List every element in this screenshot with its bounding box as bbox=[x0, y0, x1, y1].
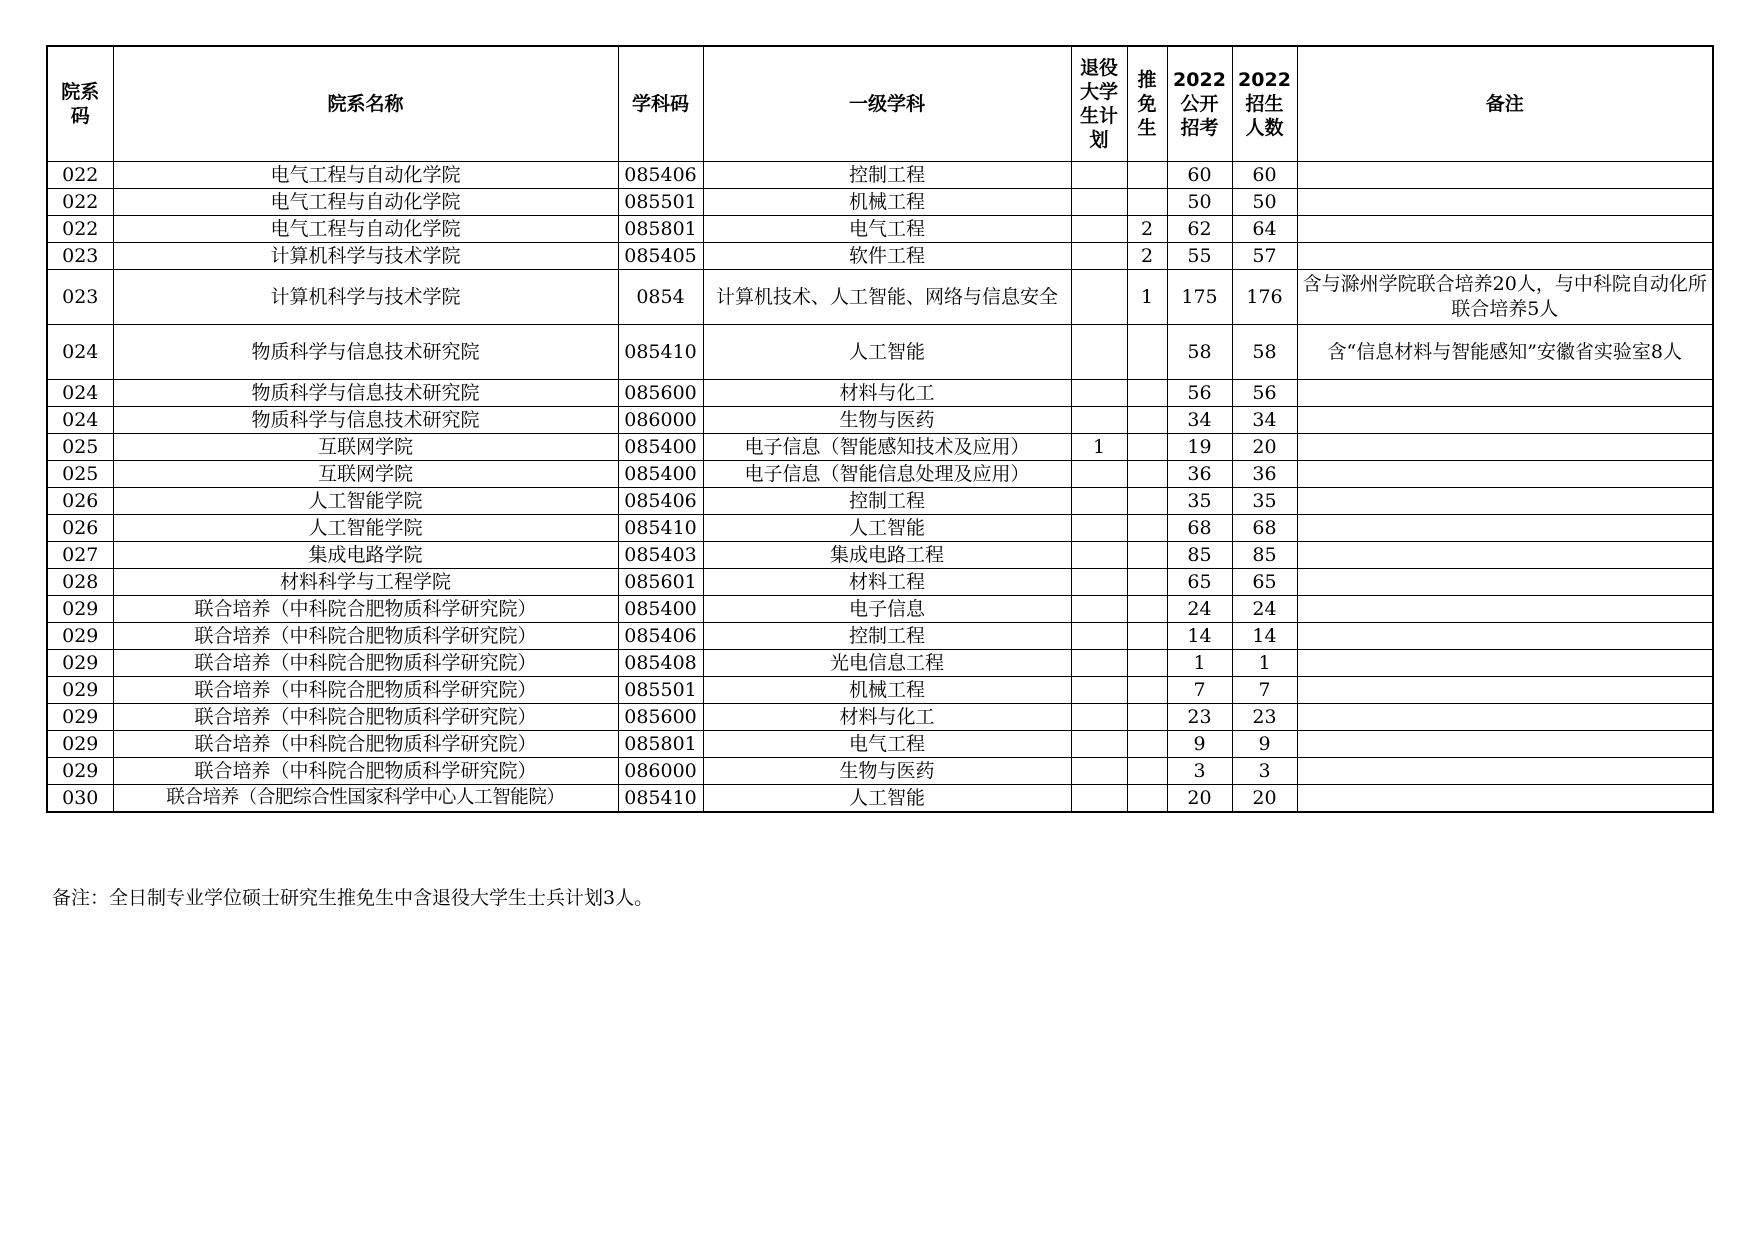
cell-dept-code: 030 bbox=[47, 785, 113, 813]
cell-dept-name: 集成电路学院 bbox=[113, 542, 618, 569]
column-header-remarks bbox=[1297, 46, 1713, 162]
cell-remarks bbox=[1297, 704, 1713, 731]
cell-remarks bbox=[1297, 380, 1713, 407]
table-row bbox=[47, 216, 1713, 243]
cell-subject: 材料与化工 bbox=[703, 380, 1071, 407]
cell-subject: 电气工程 bbox=[703, 216, 1071, 243]
cell-total: 35 bbox=[1232, 488, 1297, 515]
cell-subject: 生物与医药 bbox=[703, 758, 1071, 785]
cell-subject: 软件工程 bbox=[703, 243, 1071, 270]
cell-subject-code: 085406 bbox=[618, 623, 703, 650]
cell-total: 7 bbox=[1232, 677, 1297, 704]
cell-recommended: 2 bbox=[1127, 216, 1167, 243]
cell-remarks bbox=[1297, 515, 1713, 542]
cell-remarks bbox=[1297, 243, 1713, 270]
cell-dept-code: 022 bbox=[47, 189, 113, 216]
cell-total: 58 bbox=[1232, 325, 1297, 380]
column-header-veteran bbox=[1071, 46, 1127, 162]
cell-total: 9 bbox=[1232, 731, 1297, 758]
cell-dept-name: 电气工程与自动化学院 bbox=[113, 216, 618, 243]
cell-remarks bbox=[1297, 569, 1713, 596]
table-row bbox=[47, 650, 1713, 677]
cell-subject-code: 085400 bbox=[618, 434, 703, 461]
cell-veteran bbox=[1071, 650, 1127, 677]
header-line: 生 bbox=[1137, 117, 1157, 139]
cell-remarks bbox=[1297, 488, 1713, 515]
cell-dept-code: 023 bbox=[47, 270, 113, 325]
cell-subject-code: 085801 bbox=[618, 216, 703, 243]
cell-dept-name: 联合培养（中科院合肥物质科学研究院） bbox=[113, 731, 618, 758]
header-line: 退役 bbox=[1079, 57, 1118, 79]
cell-dept-name: 人工智能学院 bbox=[113, 488, 618, 515]
cell-open-exam: 36 bbox=[1167, 461, 1232, 488]
cell-subject: 电气工程 bbox=[703, 731, 1071, 758]
header-line: 一级学科 bbox=[848, 93, 925, 115]
cell-dept-code: 026 bbox=[47, 515, 113, 542]
table-row bbox=[47, 189, 1713, 216]
header-line: 学科码 bbox=[631, 93, 689, 115]
cell-subject-code: 085400 bbox=[618, 461, 703, 488]
cell-dept-name: 材料科学与工程学院 bbox=[113, 569, 618, 596]
cell-subject: 集成电路工程 bbox=[703, 542, 1071, 569]
cell-open-exam: 23 bbox=[1167, 704, 1232, 731]
cell-open-exam: 7 bbox=[1167, 677, 1232, 704]
cell-veteran bbox=[1071, 785, 1127, 813]
cell-open-exam: 56 bbox=[1167, 380, 1232, 407]
cell-remarks bbox=[1297, 596, 1713, 623]
cell-dept-code: 025 bbox=[47, 461, 113, 488]
header-line: 生计 bbox=[1079, 105, 1118, 127]
cell-total: 57 bbox=[1232, 243, 1297, 270]
cell-dept-code: 022 bbox=[47, 216, 113, 243]
cell-subject-code: 085501 bbox=[618, 677, 703, 704]
cell-dept-name: 联合培养（中科院合肥物质科学研究院） bbox=[113, 677, 618, 704]
cell-dept-code: 029 bbox=[47, 704, 113, 731]
cell-total: 176 bbox=[1232, 270, 1297, 325]
cell-dept-name: 联合培养（中科院合肥物质科学研究院） bbox=[113, 596, 618, 623]
header-line: 院系名称 bbox=[327, 93, 404, 115]
cell-dept-code: 023 bbox=[47, 243, 113, 270]
cell-veteran bbox=[1071, 596, 1127, 623]
cell-subject: 控制工程 bbox=[703, 623, 1071, 650]
cell-recommended bbox=[1127, 162, 1167, 189]
cell-open-exam: 60 bbox=[1167, 162, 1232, 189]
cell-subject-code: 085501 bbox=[618, 189, 703, 216]
cell-open-exam: 19 bbox=[1167, 434, 1232, 461]
cell-dept-code: 025 bbox=[47, 434, 113, 461]
cell-recommended bbox=[1127, 407, 1167, 434]
cell-veteran bbox=[1071, 461, 1127, 488]
cell-subject: 计算机技术、人工智能、网络与信息安全 bbox=[703, 270, 1071, 325]
cell-subject-code: 0854 bbox=[618, 270, 703, 325]
cell-dept-name: 电气工程与自动化学院 bbox=[113, 189, 618, 216]
cell-veteran bbox=[1071, 270, 1127, 325]
cell-total: 3 bbox=[1232, 758, 1297, 785]
cell-remarks bbox=[1297, 677, 1713, 704]
cell-dept-name: 联合培养（中科院合肥物质科学研究院） bbox=[113, 704, 618, 731]
cell-recommended bbox=[1127, 704, 1167, 731]
cell-recommended bbox=[1127, 380, 1167, 407]
table-row bbox=[47, 434, 1713, 461]
cell-open-exam: 175 bbox=[1167, 270, 1232, 325]
cell-recommended bbox=[1127, 569, 1167, 596]
cell-veteran bbox=[1071, 758, 1127, 785]
cell-dept-name: 联合培养（合肥综合性国家科学中心人工智能院） bbox=[113, 785, 618, 813]
cell-dept-code: 024 bbox=[47, 380, 113, 407]
cell-dept-name: 计算机科学与技术学院 bbox=[113, 243, 618, 270]
cell-subject-code: 085405 bbox=[618, 243, 703, 270]
cell-veteran bbox=[1071, 407, 1127, 434]
header-line: 推 bbox=[1137, 69, 1157, 91]
cell-total: 50 bbox=[1232, 189, 1297, 216]
cell-total: 36 bbox=[1232, 461, 1297, 488]
cell-dept-name: 联合培养（中科院合肥物质科学研究院） bbox=[113, 758, 618, 785]
cell-remarks bbox=[1297, 461, 1713, 488]
cell-veteran bbox=[1071, 704, 1127, 731]
cell-recommended bbox=[1127, 731, 1167, 758]
cell-dept-name: 物质科学与信息技术研究院 bbox=[113, 407, 618, 434]
cell-dept-name: 电气工程与自动化学院 bbox=[113, 162, 618, 189]
cell-remarks bbox=[1297, 216, 1713, 243]
cell-veteran bbox=[1071, 243, 1127, 270]
cell-subject-code: 085410 bbox=[618, 515, 703, 542]
cell-subject: 电子信息（智能信息处理及应用） bbox=[703, 461, 1071, 488]
header-line: 划 bbox=[1089, 129, 1109, 151]
column-header-total bbox=[1232, 46, 1297, 162]
cell-remarks bbox=[1297, 162, 1713, 189]
cell-subject-code: 085406 bbox=[618, 162, 703, 189]
table-header bbox=[47, 46, 1713, 162]
cell-total: 65 bbox=[1232, 569, 1297, 596]
cell-remarks bbox=[1297, 623, 1713, 650]
table-body bbox=[47, 162, 1713, 813]
cell-remarks bbox=[1297, 189, 1713, 216]
cell-total: 24 bbox=[1232, 596, 1297, 623]
cell-remarks bbox=[1297, 650, 1713, 677]
cell-open-exam: 65 bbox=[1167, 569, 1232, 596]
cell-dept-code: 027 bbox=[47, 542, 113, 569]
column-header-open-exam bbox=[1167, 46, 1232, 162]
cell-subject-code: 085410 bbox=[618, 785, 703, 813]
table-row bbox=[47, 488, 1713, 515]
cell-dept-name: 物质科学与信息技术研究院 bbox=[113, 380, 618, 407]
cell-remarks bbox=[1297, 434, 1713, 461]
cell-dept-code: 026 bbox=[47, 488, 113, 515]
table-row bbox=[47, 758, 1713, 785]
cell-dept-code: 029 bbox=[47, 596, 113, 623]
cell-subject: 人工智能 bbox=[703, 785, 1071, 813]
header-line: 人数 bbox=[1245, 117, 1284, 139]
cell-subject-code: 085801 bbox=[618, 731, 703, 758]
cell-dept-code: 029 bbox=[47, 623, 113, 650]
cell-open-exam: 62 bbox=[1167, 216, 1232, 243]
column-header-subject-code bbox=[618, 46, 703, 162]
cell-recommended bbox=[1127, 596, 1167, 623]
table-row bbox=[47, 515, 1713, 542]
cell-veteran bbox=[1071, 488, 1127, 515]
cell-veteran bbox=[1071, 731, 1127, 758]
cell-subject-code: 085408 bbox=[618, 650, 703, 677]
table-row bbox=[47, 704, 1713, 731]
cell-dept-name: 互联网学院 bbox=[113, 461, 618, 488]
cell-total: 64 bbox=[1232, 216, 1297, 243]
cell-recommended bbox=[1127, 758, 1167, 785]
cell-veteran bbox=[1071, 380, 1127, 407]
cell-total: 34 bbox=[1232, 407, 1297, 434]
cell-veteran bbox=[1071, 542, 1127, 569]
table-row bbox=[47, 569, 1713, 596]
cell-dept-code: 024 bbox=[47, 325, 113, 380]
table-row bbox=[47, 380, 1713, 407]
column-header-recommended bbox=[1127, 46, 1167, 162]
cell-subject-code: 085601 bbox=[618, 569, 703, 596]
cell-subject: 机械工程 bbox=[703, 189, 1071, 216]
cell-total: 23 bbox=[1232, 704, 1297, 731]
header-line: 公开 bbox=[1180, 93, 1219, 115]
cell-subject: 电子信息 bbox=[703, 596, 1071, 623]
cell-subject: 人工智能 bbox=[703, 515, 1071, 542]
cell-recommended bbox=[1127, 677, 1167, 704]
cell-total: 20 bbox=[1232, 785, 1297, 813]
header-line: 招考 bbox=[1180, 117, 1219, 139]
cell-total: 85 bbox=[1232, 542, 1297, 569]
cell-dept-name: 人工智能学院 bbox=[113, 515, 618, 542]
cell-dept-code: 022 bbox=[47, 162, 113, 189]
cell-dept-name: 物质科学与信息技术研究院 bbox=[113, 325, 618, 380]
cell-remarks: 含与滁州学院联合培养20人，与中科院自动化所联合培养5人 bbox=[1297, 270, 1713, 325]
cell-open-exam: 55 bbox=[1167, 243, 1232, 270]
header-line: 免 bbox=[1137, 93, 1157, 115]
header-line: 院系 bbox=[61, 81, 100, 103]
cell-subject-code: 085406 bbox=[618, 488, 703, 515]
cell-remarks bbox=[1297, 731, 1713, 758]
table-row bbox=[47, 542, 1713, 569]
enrollment-table bbox=[46, 45, 1714, 813]
cell-recommended bbox=[1127, 650, 1167, 677]
header-line: 备注 bbox=[1485, 93, 1524, 115]
table-row bbox=[47, 623, 1713, 650]
cell-veteran: 1 bbox=[1071, 434, 1127, 461]
cell-open-exam: 35 bbox=[1167, 488, 1232, 515]
cell-subject: 光电信息工程 bbox=[703, 650, 1071, 677]
column-header-dept-code bbox=[47, 46, 113, 162]
table-row bbox=[47, 270, 1713, 325]
cell-veteran bbox=[1071, 569, 1127, 596]
cell-total: 56 bbox=[1232, 380, 1297, 407]
cell-recommended bbox=[1127, 461, 1167, 488]
cell-dept-name: 联合培养（中科院合肥物质科学研究院） bbox=[113, 650, 618, 677]
cell-veteran bbox=[1071, 162, 1127, 189]
cell-remarks bbox=[1297, 542, 1713, 569]
cell-total: 1 bbox=[1232, 650, 1297, 677]
cell-open-exam: 58 bbox=[1167, 325, 1232, 380]
cell-remarks: 含“信息材料与智能感知”安徽省实验室8人 bbox=[1297, 325, 1713, 380]
cell-recommended bbox=[1127, 325, 1167, 380]
header-line: 招生 bbox=[1245, 93, 1284, 115]
cell-dept-code: 029 bbox=[47, 758, 113, 785]
table-row bbox=[47, 461, 1713, 488]
footnote: 备注：全日制专业学位硕士研究生推免生中含退役大学生士兵计划3人。 bbox=[52, 887, 654, 909]
cell-subject-code: 086000 bbox=[618, 407, 703, 434]
cell-recommended: 1 bbox=[1127, 270, 1167, 325]
cell-open-exam: 34 bbox=[1167, 407, 1232, 434]
table-row bbox=[47, 596, 1713, 623]
cell-veteran bbox=[1071, 325, 1127, 380]
cell-dept-name: 互联网学院 bbox=[113, 434, 618, 461]
cell-open-exam: 85 bbox=[1167, 542, 1232, 569]
header-line: 2022 bbox=[1238, 69, 1291, 91]
cell-veteran bbox=[1071, 623, 1127, 650]
cell-recommended bbox=[1127, 542, 1167, 569]
cell-total: 68 bbox=[1232, 515, 1297, 542]
cell-recommended bbox=[1127, 189, 1167, 216]
cell-open-exam: 24 bbox=[1167, 596, 1232, 623]
table-row bbox=[47, 731, 1713, 758]
cell-open-exam: 14 bbox=[1167, 623, 1232, 650]
column-header-dept-name bbox=[113, 46, 618, 162]
header-line: 大学 bbox=[1079, 81, 1118, 103]
cell-recommended bbox=[1127, 785, 1167, 813]
cell-subject-code: 085403 bbox=[618, 542, 703, 569]
cell-subject-code: 085600 bbox=[618, 704, 703, 731]
cell-total: 60 bbox=[1232, 162, 1297, 189]
cell-subject: 控制工程 bbox=[703, 162, 1071, 189]
cell-dept-name: 计算机科学与技术学院 bbox=[113, 270, 618, 325]
cell-subject: 电子信息（智能感知技术及应用） bbox=[703, 434, 1071, 461]
cell-subject: 控制工程 bbox=[703, 488, 1071, 515]
header-line: 码 bbox=[70, 105, 90, 127]
cell-veteran bbox=[1071, 677, 1127, 704]
cell-subject: 机械工程 bbox=[703, 677, 1071, 704]
cell-open-exam: 50 bbox=[1167, 189, 1232, 216]
cell-open-exam: 9 bbox=[1167, 731, 1232, 758]
cell-remarks bbox=[1297, 785, 1713, 813]
table-row bbox=[47, 407, 1713, 434]
cell-dept-code: 029 bbox=[47, 650, 113, 677]
table-row bbox=[47, 162, 1713, 189]
cell-dept-code: 029 bbox=[47, 731, 113, 758]
column-header-subject bbox=[703, 46, 1071, 162]
cell-subject-code: 085410 bbox=[618, 325, 703, 380]
cell-subject: 生物与医药 bbox=[703, 407, 1071, 434]
cell-remarks bbox=[1297, 758, 1713, 785]
header-line: 2022 bbox=[1173, 69, 1226, 91]
cell-subject-code: 085400 bbox=[618, 596, 703, 623]
cell-subject: 人工智能 bbox=[703, 325, 1071, 380]
cell-recommended bbox=[1127, 488, 1167, 515]
cell-veteran bbox=[1071, 515, 1127, 542]
cell-veteran bbox=[1071, 216, 1127, 243]
cell-open-exam: 1 bbox=[1167, 650, 1232, 677]
cell-recommended bbox=[1127, 623, 1167, 650]
cell-dept-code: 029 bbox=[47, 677, 113, 704]
cell-dept-code: 028 bbox=[47, 569, 113, 596]
cell-total: 14 bbox=[1232, 623, 1297, 650]
cell-recommended bbox=[1127, 434, 1167, 461]
table-row bbox=[47, 677, 1713, 704]
cell-recommended: 2 bbox=[1127, 243, 1167, 270]
cell-veteran bbox=[1071, 189, 1127, 216]
cell-dept-code: 024 bbox=[47, 407, 113, 434]
table-row bbox=[47, 325, 1713, 380]
cell-subject: 材料与化工 bbox=[703, 704, 1071, 731]
cell-open-exam: 3 bbox=[1167, 758, 1232, 785]
cell-subject-code: 086000 bbox=[618, 758, 703, 785]
cell-dept-name: 联合培养（中科院合肥物质科学研究院） bbox=[113, 623, 618, 650]
cell-open-exam: 68 bbox=[1167, 515, 1232, 542]
table-row bbox=[47, 243, 1713, 270]
cell-subject: 材料工程 bbox=[703, 569, 1071, 596]
cell-total: 20 bbox=[1232, 434, 1297, 461]
table-row bbox=[47, 785, 1713, 813]
cell-recommended bbox=[1127, 515, 1167, 542]
header-row bbox=[47, 46, 1713, 162]
cell-subject-code: 085600 bbox=[618, 380, 703, 407]
cell-remarks bbox=[1297, 407, 1713, 434]
cell-open-exam: 20 bbox=[1167, 785, 1232, 813]
